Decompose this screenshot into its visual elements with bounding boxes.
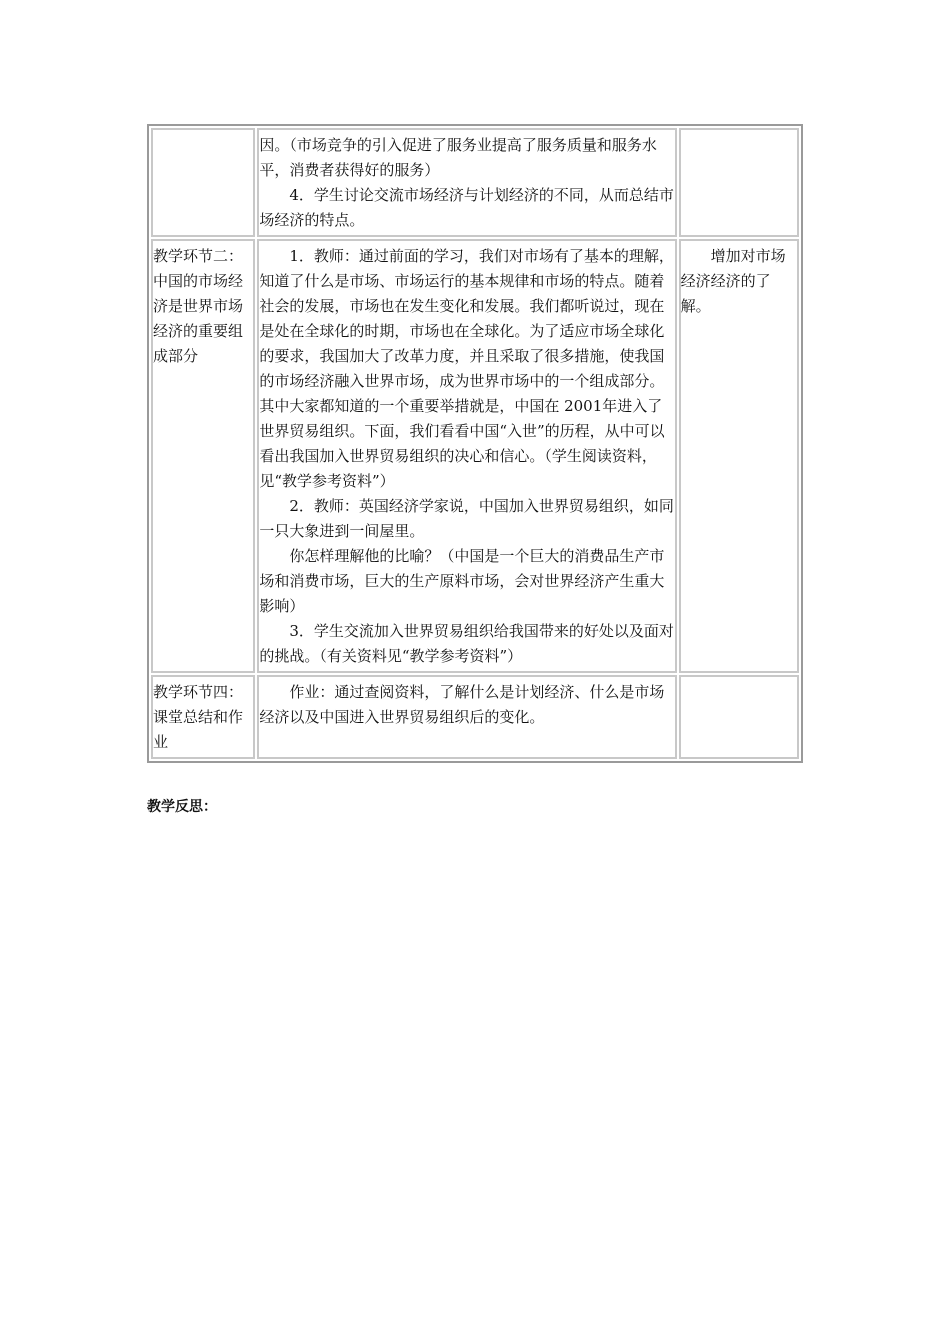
- content-paragraph: 你怎样理解他的比喻？（中国是一个巨大的消费品生产市场和消费市场，巨大的生产原料市场，会对世界经济产生重大影响）: [259, 547, 665, 615]
- reflection-label: 教学反思：: [147, 799, 217, 815]
- stage-cell: 教学环节二：中国的市场经济是世界市场经济的重要组成部分: [151, 239, 255, 673]
- content-paragraph: 2．教师：英国经济学家说，中国加入世界贸易组织，如同一只大象进到一间屋里。: [259, 497, 674, 540]
- content-paragraph: 作业：通过查阅资料，了解什么是计划经济、什么是市场经济以及中国进入世界贸易组织后的变化。: [259, 683, 665, 726]
- lesson-table-body: [151, 128, 799, 759]
- intent-cell: [679, 128, 799, 237]
- stage-cell: 教学环节四：课堂总结和作业: [151, 675, 255, 759]
- content-paragraph: 4．学生讨论交流市场经济与计划经济的不同，从而总结市场经济的特点。: [259, 186, 674, 229]
- intent-cell: [679, 675, 799, 759]
- table-row: [151, 675, 799, 759]
- content-paragraph: 3．学生交流加入世界贸易组织给我国带来的好处以及面对的挑战。（有关资料见“教学参考资料”）: [259, 622, 674, 665]
- lesson-table: [147, 124, 803, 763]
- intent-cell: [679, 239, 799, 673]
- stage-cell: [151, 128, 255, 237]
- content-cell: [257, 239, 676, 673]
- content-paragraph: 1．教师：通过前面的学习，我们对市场有了基本的理解，知道了什么是市场、市场运行的基本规律和市场的特点。随着社会的发展，市场也在发生变化和发展。我们都听说过，现在是处在全球化的时期，市场也在全球化。为了适应市场全球化的要求，我国加大了改革力度，并且采取了很多措施，使我国的市场经济融入世界市场，成为世界市场中的一个组成部分。其中大家都知道的一个重要举措就是，中国在 2001年进入了世界贸易组织。下面，我们看看中国“入世”的历程，从中可以看出我国加入世界贸易组织的决心和信心。（学生阅读资料，见“教学参考资料”）: [259, 247, 674, 490]
- content-cell: [257, 128, 676, 237]
- content-paragraph: 因。（市场竞争的引入促进了服务业提高了服务质量和服务水平，消费者获得好的服务）: [259, 136, 657, 179]
- content-cell: [257, 675, 676, 759]
- table-row: [151, 239, 799, 673]
- table-row: [151, 128, 799, 237]
- intent-text: 增加对市场经济经济的了解。: [680, 247, 786, 315]
